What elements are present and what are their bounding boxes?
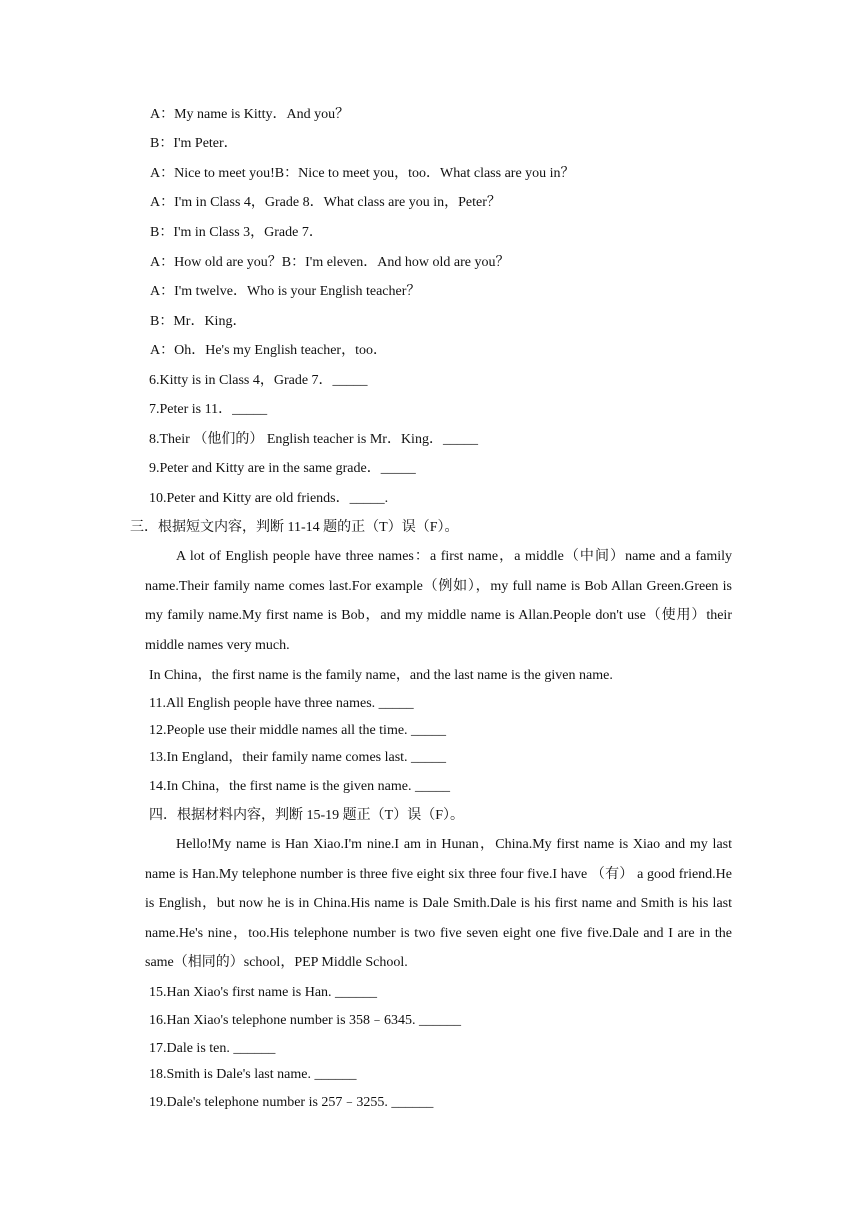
dialogue-line: A：I'm twelve．Who is your English teacher？	[150, 284, 421, 299]
dialogue-line: B：I'm Peter．	[150, 136, 238, 151]
question-7: 7.Peter is 11．_____	[149, 402, 268, 417]
section-4-paragraph: Hello!My name is Han Xiao.I'm nine.I am in Hunan，China.My first name is Xiao and my last name is Han.My telephone number is three five eight six three four five.I have （有） a good friend.He is English，but now he is in China.His name is Dale Smith.Dale is his first name and Smith is his last name.He's nine，too.His telephone number is two five seven eight one five five.Dale and I are in the same（相同的）school，PEP Middle School.	[145, 837, 732, 970]
dialogue-line: B：Mr．King．	[150, 314, 247, 329]
question-16: 16.Han Xiao's telephone number is 358﹣6345. ______	[149, 1013, 462, 1028]
question-18: 18.Smith is Dale's last name. ______	[149, 1067, 357, 1082]
section-3-paragraph: A lot of English people have three names：a first name，a middle（中间）name and a family name.Their family name comes last.For example（例如），my full name is Bob Allan Green.Green is my family name.My first name is Bob，and my middle name is Allan.People don't use（使用）their middle names very much.	[145, 549, 732, 653]
dialogue-line: A：Oh．He's my English teacher，too．	[150, 343, 387, 358]
dialogue-line: A：I'm in Class 4，Grade 8．What class are you in，Peter？	[150, 195, 501, 210]
question-14: 14.In China，the first name is the given name. _____	[149, 779, 450, 794]
section-3-heading: 三．根据短文内容，判断 11-14 题的正（T）误（F）。	[130, 520, 459, 535]
question-15: 15.Han Xiao's first name is Han. ______	[149, 985, 378, 1000]
question-11: 11.All English people have three names. _____	[149, 696, 414, 711]
dialogue-line: B：I'm in Class 3，Grade 7．	[150, 225, 323, 240]
section-4-heading: 四．根据材料内容，判断 15-19 题正（T）误（F）。	[149, 808, 464, 823]
question-12: 12.People use their middle names all the time. _____	[149, 723, 447, 738]
question-19: 19.Dale's telephone number is 257﹣3255. ______	[149, 1095, 434, 1110]
question-9: 9.Peter and Kitty are in the same grade．_____	[149, 461, 416, 476]
question-13: 13.In England，their family name comes last. _____	[149, 750, 447, 765]
dialogue-line: A：How old are you？B：I'm eleven．And how old are you？	[150, 255, 510, 270]
dialogue-line: A：Nice to meet you!B：Nice to meet you，too．What class are you in？	[150, 166, 575, 181]
section-3-line2: In China，the first name is the family name，and the last name is the given name.	[149, 668, 613, 683]
dialogue-line: A：My name is Kitty．And you？	[150, 107, 350, 122]
question-10: 10.Peter and Kitty are old friends．_____.	[149, 491, 389, 506]
question-6: 6.Kitty is in Class 4，Grade 7．_____	[149, 373, 368, 388]
question-8: 8.Their （他们的） English teacher is Mr．King．_____	[149, 432, 478, 447]
question-17: 17.Dale is ten. ______	[149, 1041, 276, 1056]
